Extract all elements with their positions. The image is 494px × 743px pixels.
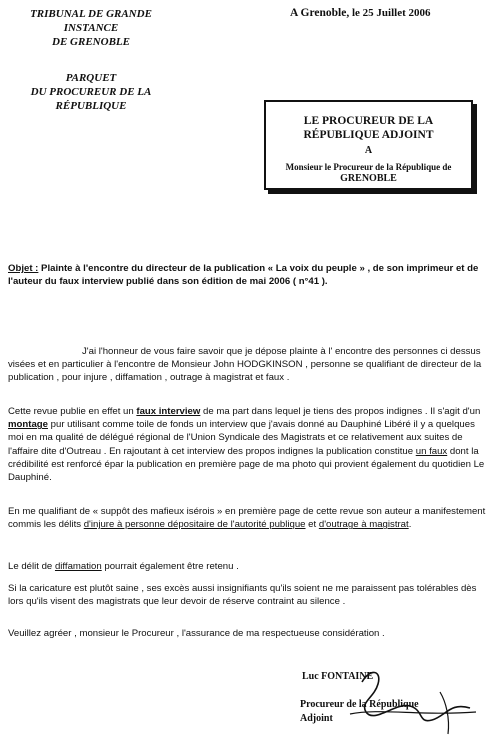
p3-outrage: d'outrage à magistrat [318, 519, 409, 531]
p3-text-a: En me qualifiant de « suppôt des mafieux isérois » en première page de cette revue son auteur a manifestement commis les délits [8, 506, 486, 531]
paragraph-2 [8, 405, 488, 484]
signature-block [300, 670, 490, 726]
tribunal-line-1: TRIBUNAL DE GRANDE INSTANCE [30, 8, 152, 34]
p3-text-b: et [305, 519, 319, 531]
signatory-role-line-2: Adjoint [300, 713, 333, 724]
p2-montage: montage [8, 419, 48, 431]
recipient-line-1: LE PROCUREUR DE LA [303, 115, 434, 127]
paragraph-3 [8, 505, 488, 531]
p4-text-b: pourrait également être retenu . [101, 561, 239, 572]
date-value: le 25 Juillet 2006 [351, 7, 431, 19]
tribunal-line-2: DE GRENOBLE [52, 36, 130, 48]
paragraph-4 [8, 560, 488, 573]
p4-diffamation: diffamation [54, 561, 102, 572]
recipient-line-3: A [364, 145, 373, 156]
subject-label: Objet : [8, 263, 39, 274]
subject-text: Plainte à l'encontre du directeur de la publication « La voix du peuple » , de son imprimeur et de l'auteur du faux interview publié dans son édition de mai 2006 ( n°41 ). [8, 263, 479, 287]
p2-text-d: dont la crédibilité est renforcé épar la publication en première page de ma photo qui provient également du quotidien Le Dauphiné. [8, 445, 485, 484]
parquet-line-1: PARQUET [65, 72, 117, 84]
p2-text-a: Cette revue publie en effet un [8, 406, 137, 417]
letter-date [290, 7, 431, 19]
court-header [6, 7, 176, 113]
p4-text-a: Le délit de [8, 561, 55, 572]
subject-line [8, 262, 486, 288]
p2-text-c: pur utilisant comme toile de fonds un interview que j'avais donné au Dauphiné Libéré il y a quelques moi en ma qualité de délégué régional de l'Union Syndicale des Magistrats et ce relativement aux suites de l'affaire dite d'Outreau . En rajoutant à cet interview des propos indignes la publication constitue [8, 419, 475, 457]
recipient-box [264, 100, 473, 190]
paragraph-1: J'ai l'honneur de vous faire savoir que je dépose plainte à l' encontre des personnes ci dessus visées et en particulier à l'encontre de Monsieur John HODGKINSON , personne se qualifiant de directeur de la publication , pour injure , diffamation , outrage à magistrat et faux . [8, 346, 482, 384]
paragraph-5: Si la caricature est plutôt saine , ses excès aussi insignifiants qu'ils soient ne me paraissent pas tolérables dès lors qu'ils visent des magistrats que leur devoir de réserve contraint au silence . [8, 583, 477, 608]
recipient-line-4: Monsieur le Procureur de la République de [285, 162, 452, 172]
p2-un-faux: un faux [415, 445, 448, 457]
parquet-line-3: RÉPUBLIQUE [55, 100, 127, 112]
p3-injure: d'injure à personne dépositaire de l'autorité publique [83, 519, 306, 531]
signatory-role-line-1: Procureur de la République [300, 699, 419, 710]
paragraph-6: Veuillez agréer , monsieur le Procureur , l'assurance de ma respectueuse considération . [8, 628, 385, 639]
p2-faux-interview: faux interview [136, 406, 201, 417]
p2-text-b: de ma part dans lequel je tiens des propos indignes . Il s'agit d'un [200, 406, 481, 417]
date-place: A Grenoble, [290, 7, 350, 19]
p3-text-c: . [408, 519, 412, 531]
signatory-name: Luc FONTAINE [302, 671, 374, 682]
recipient-line-5: GRENOBLE [340, 173, 397, 184]
parquet-line-2: DU PROCUREUR DE LA [30, 86, 152, 98]
recipient-line-2: RÉPUBLIQUE ADJOINT [303, 129, 434, 141]
